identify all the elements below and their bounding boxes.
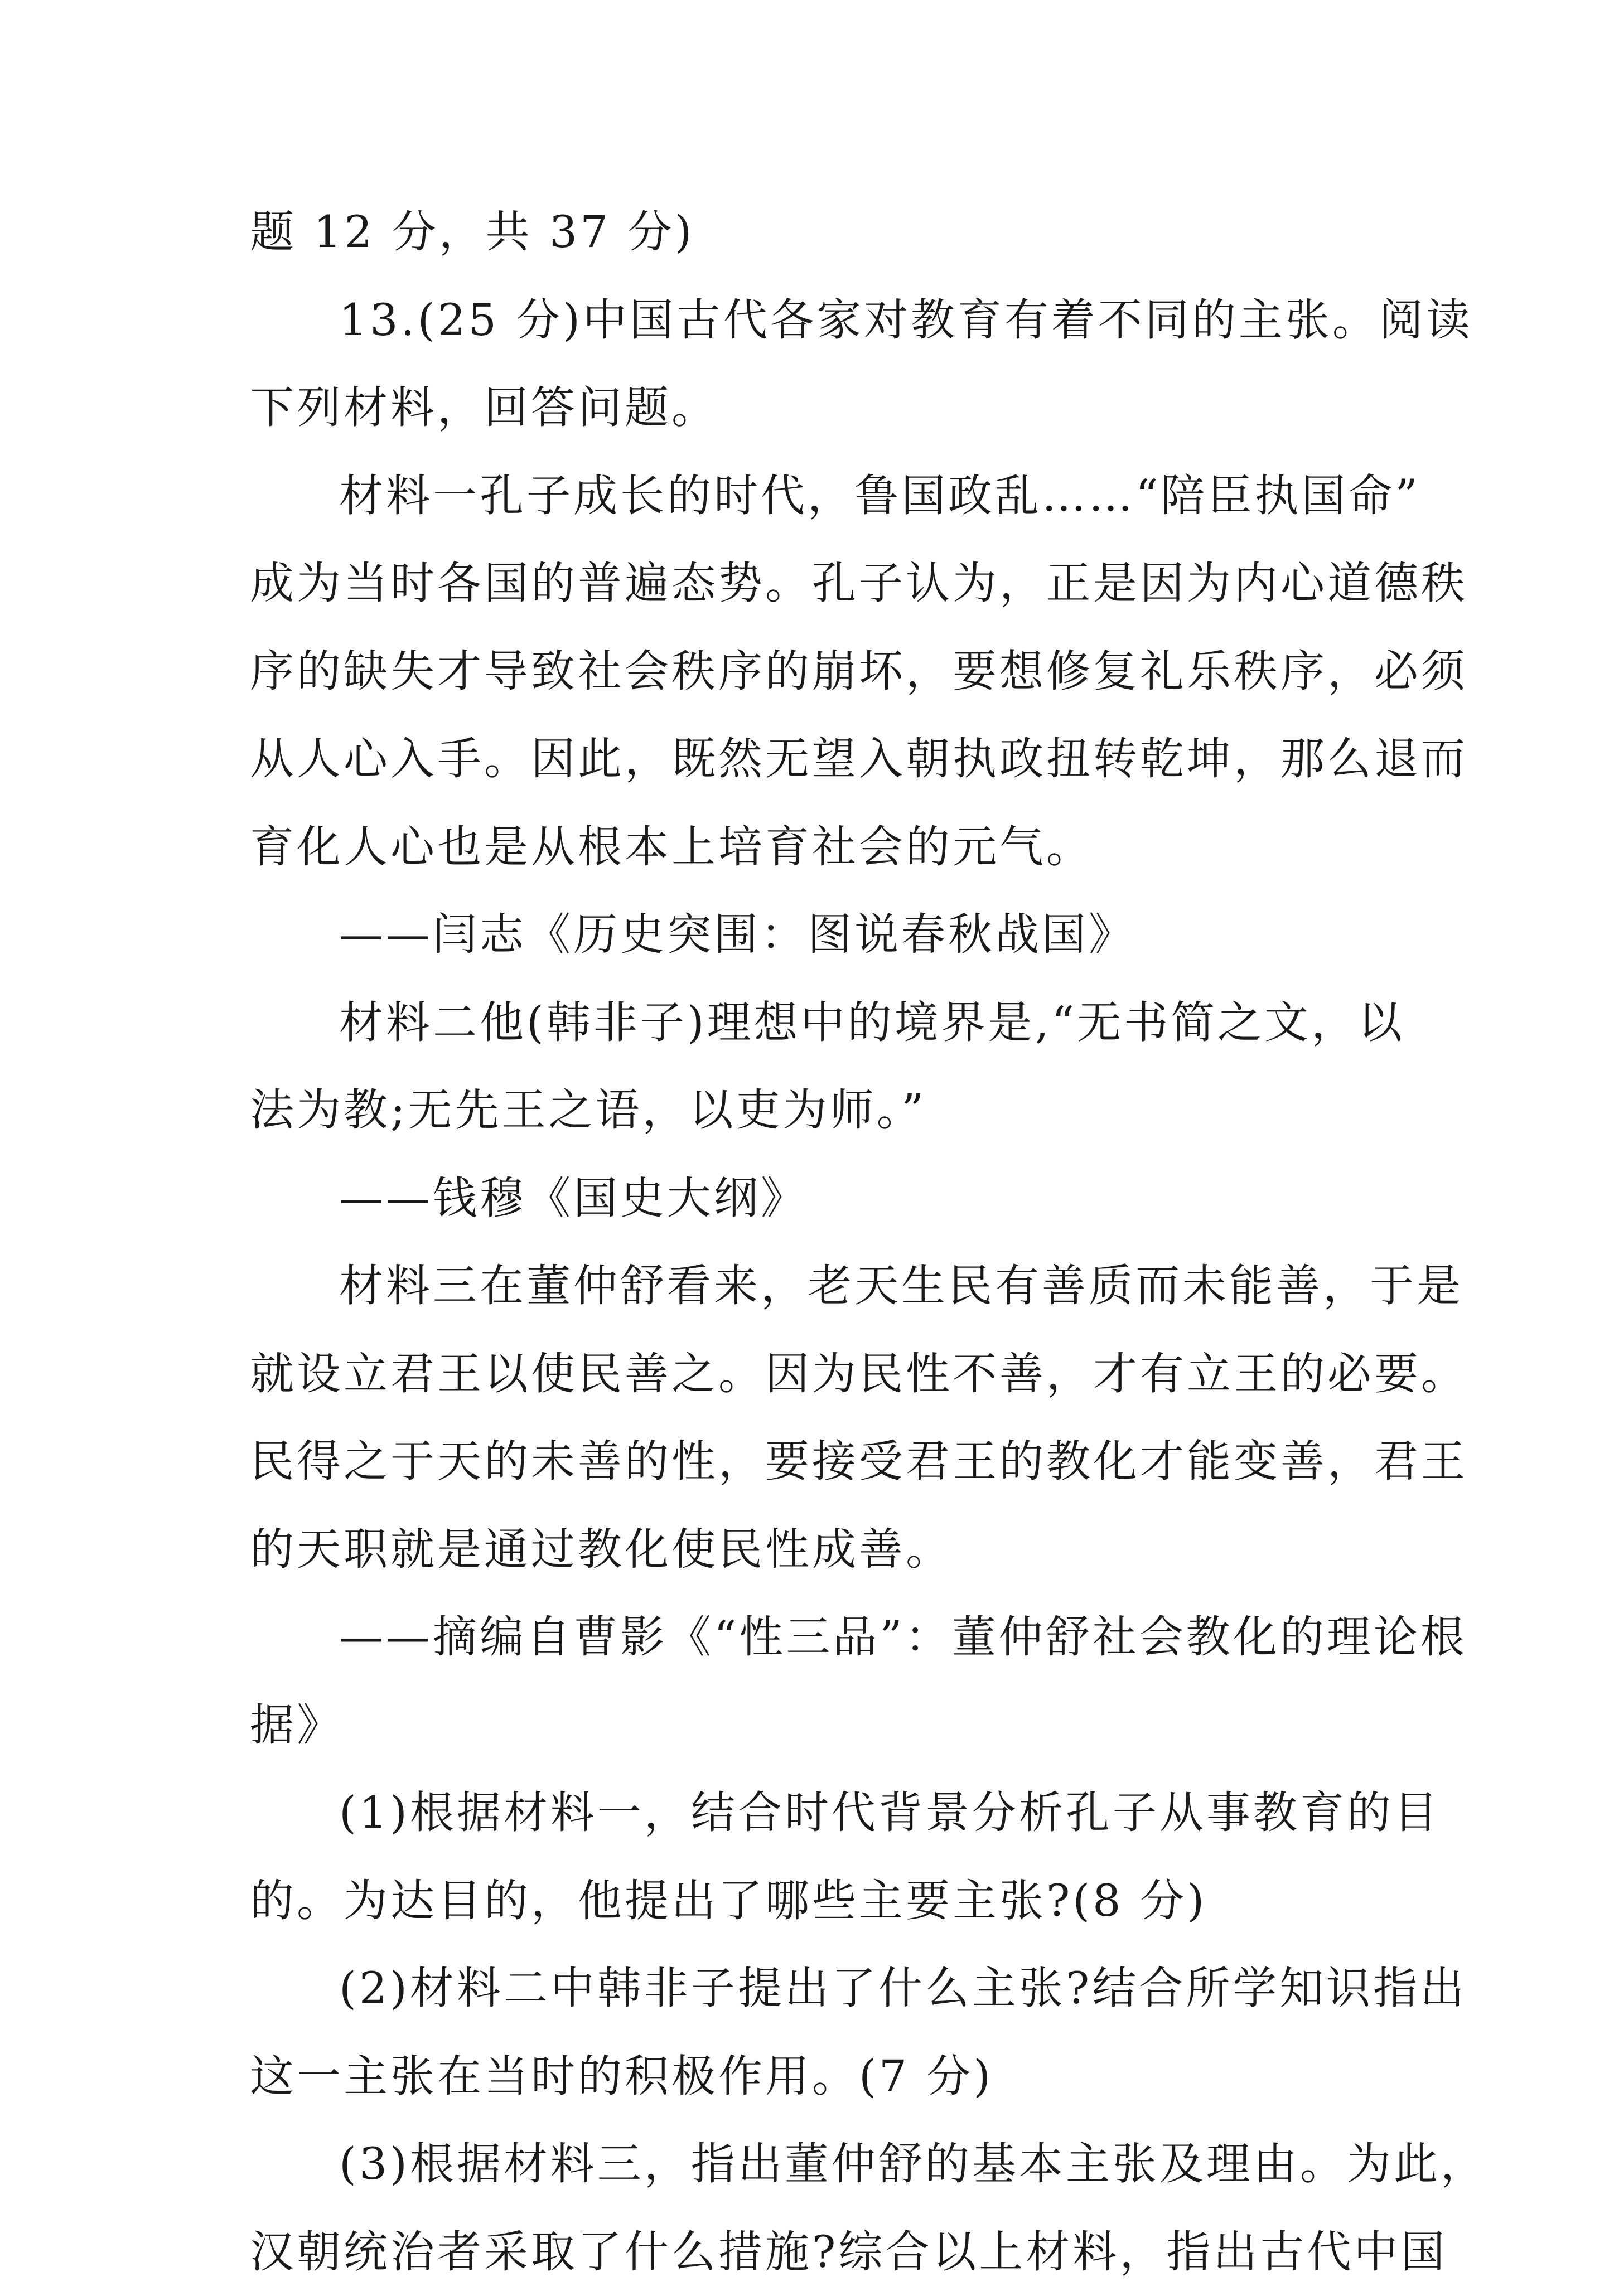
text-line: 就设立君王以使民善之。因为民性不善，才有立王的必要。 (250, 1330, 1369, 1418)
question-13-intro: 13.(25 分)中国古代各家对教育有着不同的主张。阅读 (250, 277, 1369, 365)
text-line: 的天职就是通过教化使民性成善。 (250, 1506, 1369, 1594)
sub-question-2: (2)材料二中韩非子提出了什么主张?结合所学知识指出 (250, 1945, 1369, 2033)
material-2-source: ——钱穆《国史大纲》 (250, 1155, 1369, 1243)
material-1-start: 材料一孔子成长的时代，鲁国政乱……“陪臣执国命” (250, 452, 1369, 540)
text-line: 这一主张在当时的积极作用。(7 分) (250, 2033, 1369, 2121)
text-line: 据》 (250, 1682, 1369, 1770)
material-3-source: ——摘编自曹影《“性三品”：董仲舒社会教化的理论根 (250, 1593, 1369, 1682)
sub-question-3: (3)根据材料三，指出董仲舒的基本主张及理由。为此， (250, 2120, 1369, 2208)
material-3-start: 材料三在董仲舒看来，老天生民有善质而未能善，于是 (250, 1242, 1369, 1330)
text-line: 的。为达目的，他提出了哪些主要主张?(8 分) (250, 1857, 1369, 1945)
material-1-source: ——闫志《历史突围：图说春秋战国》 (250, 891, 1369, 979)
text-line: 法为教;无先王之语，以吏为师。” (250, 1067, 1369, 1155)
text-line: 题 12 分，共 37 分) (250, 188, 1369, 277)
text-line: 成为当时各国的普遍态势。孔子认为，正是因为内心道德秩 (250, 540, 1369, 628)
text-line: 育化人心也是从根本上培育社会的元气。 (250, 803, 1369, 892)
text-line: 汉朝统治者采取了什么措施?综合以上材料，指出古代中国 (250, 2208, 1369, 2296)
sub-question-1: (1)根据材料一，结合时代背景分析孔子从事教育的目 (250, 1769, 1369, 1857)
text-line: 从人心入手。因此，既然无望入朝执政扭转乾坤，那么退而 (250, 715, 1369, 803)
text-line: 序的缺失才导致社会秩序的崩坏，要想修复礼乐秩序，必须 (250, 628, 1369, 716)
text-line: 下列材料，回答问题。 (250, 364, 1369, 452)
material-2-start: 材料二他(韩非子)理想中的境界是,“无书简之文，以 (250, 979, 1369, 1067)
text-line: 民得之于天的未善的性，要接受君王的教化才能变善，君王 (250, 1418, 1369, 1506)
